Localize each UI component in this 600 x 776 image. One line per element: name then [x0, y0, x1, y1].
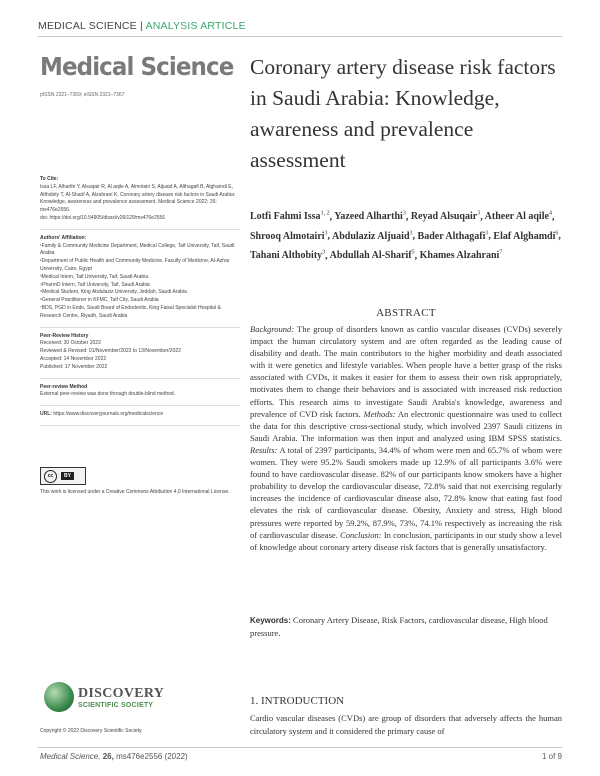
sidebar-divider: [40, 378, 240, 379]
author-list: Lotfi Fahmi Issa$^{1, 2}$, Yazeed Alharthi$^3$, Reyad Alsuqair$^3$, Atheer Al aqile$^4$, Shrooq Almotairi$^3$, Abdulaziz Aljuaid$^3$, Bader Althagafi$^3$, Elaf Alghamdi$^6$, Tahani Althobity$^3$, Abdullah Al-Sharif$^5$, Khames Alzahrani$^7$: [250, 211, 561, 261]
author: Khames Alzahrani$^7$: [419, 249, 503, 261]
author: Lotfi Fahmi Issa$^{1, 2}$: [250, 211, 330, 223]
discovery-name: DISCOVERY: [78, 685, 165, 701]
affiliation: ⁶General Practitioner in KFMC, Taif City, Saudi Arabia: [40, 297, 159, 304]
author: Atheer Al aqile$^4$: [484, 211, 552, 223]
author: Elaf Alghamdi$^6$: [493, 230, 559, 242]
affiliation: ¹Family & Community Medicine Department, Medical College, Taif University, Taif, Saudi Arabia: [40, 242, 235, 257]
cite-text: Issa LF, Alharthi Y, Alsuqair R, Al aqile A, Almotairi S, Aljuaid A, Althagafi B, Alghamdi E, Althobity T, Al-Sharif A, Alzahrani K. Coronary artery disease risk factors in Saudi Arabia: Knowledge, awareness and prevalence assessment. Medical Science 2022; 26: ms476e2556.: [40, 183, 236, 214]
methods-label: Methods:: [363, 408, 396, 419]
issn: pISSN 2321–7359; eISSN 2321–7367: [40, 92, 125, 98]
affiliation: ²Department of Public Health and Community Medicine, Faculty of Medicine, Al-Azhar University, Cairo, Egypt: [40, 258, 230, 272]
author: Yazeed Alharthi$^3$: [334, 211, 406, 223]
keywords: [250, 614, 562, 639]
introduction-heading: 1. INTRODUCTION: [250, 695, 345, 707]
affiliation: ⁷BDS, PGD in Endo, Saudi Board of Endodontic, King Faisal Specialist Hospital & Research Centre, Riyadh, Saudi Arabia: [40, 304, 221, 319]
url-line: [40, 411, 240, 419]
affiliation: ⁵Medical Student, King Abdulaziz University, Jeddah, Saudi Arabia: [40, 289, 187, 296]
footer-rule: [38, 747, 562, 748]
keywords-label: Keywords:: [250, 616, 291, 625]
background-text: The group of disorders known as cardio vascular diseases (CVDs) severely impact the human circulatory system and are often regarded as the leading cause of disability and death. The main contributors to the higher morbidity and death associated with it were genetics and lifestyle variables. When people have a better grasp of the risks associated with CVDs, it makes it easier for them to assess their own risk appropriately, motivates them to change their behaviors and is associated with increased risk reduction efforts. This research aims to investigate Saudi Arabia's knowledge, awareness and prevalence of CVD risk factors.: [250, 324, 562, 419]
footer-citation: [40, 752, 188, 761]
author: Tahani Althobity$^3$: [250, 249, 326, 261]
globe-icon: [44, 682, 74, 712]
header-rule: [38, 36, 562, 37]
discovery-logo: [44, 682, 164, 712]
header-journal: MEDICAL SCIENCE: [38, 20, 137, 32]
author: Abdullah Al-Sharif$^5$: [329, 249, 415, 261]
cc-icon: cc: [44, 470, 57, 483]
history-item: Reviewed & Revised: 01/November/2022 to 13/November/2022: [40, 348, 181, 355]
keywords-text: Coronary Artery Disease, Risk Factors, cardiovascular disease, High blood pressure.: [250, 615, 548, 638]
abstract-text: [250, 323, 562, 553]
cite-title: To Cite:: [40, 176, 59, 182]
header-article-type: ANALYSIS ARTICLE: [145, 20, 246, 32]
history-title: Peer-Review History: [40, 332, 89, 339]
history-item: Published: 17 November 2022: [40, 363, 108, 370]
results-label: Results:: [250, 444, 278, 455]
affiliation: ⁴PharmD Intern, Taif University, Taif, Saudi Arabia: [40, 281, 150, 288]
history-item: Received: 30 October 2022: [40, 340, 101, 347]
footer-volume: 26,: [102, 752, 114, 761]
cc-license-icon[interactable]: [40, 467, 86, 485]
article-title: Coronary artery disease risk factors in Saudi Arabia: Knowledge, awareness and prevalence assessment: [250, 55, 556, 172]
discovery-sub: SCIENTIFIC SOCIETY: [78, 701, 154, 709]
conclusion-label: Conclusion:: [340, 529, 382, 540]
method-title: Peer-review Method: [40, 383, 88, 390]
footer-article: ms476e2556 (2022): [116, 752, 188, 761]
sidebar-divider: [40, 405, 240, 406]
author: Shrooq Almotairi$^3$: [250, 230, 328, 242]
page-number: 1 of 9: [541, 752, 562, 761]
author: Reyad Alsuqair$^3$: [410, 211, 481, 223]
results-text: A total of 2397 participants, 34.4% of whom were men and 65.7% of whom were women. They were 95.2% Saudi smokers made up 12.9% of all participants 3.6% were found to have cardiovascular disease. 82% of our participants know smokers have a higher probability to develop the cardiovascular disease, 72.8% said that not exercising regularly increases the incidence of cardiovascular disease also, 72.8% know that eating fast food elevates the risk of cardiovascular disease. Obesity, Anxiety and stress, High blood pressures were reported by 59.2%, 87.9%, 73%, 74.1% respectively as increasing the risk of cardiovascular disease.: [250, 444, 562, 540]
author: Abdulaziz Aljuaid$^3$: [332, 230, 413, 242]
background-label: Background:: [250, 324, 295, 334]
copyright: Copyright © 2022 Discovery Scientific Society.: [40, 728, 143, 734]
author: Bader Althagafi$^3$: [417, 230, 489, 242]
method-text: External peer-review was done through double-blind method.: [40, 391, 176, 398]
url-label: URL:: [40, 411, 52, 418]
sidebar-divider: [40, 425, 240, 426]
sidebar-divider: [40, 229, 240, 230]
header-separator: |: [140, 20, 143, 32]
journal-logo: Medical Science: [40, 52, 234, 81]
by-icon: BY: [61, 472, 74, 480]
methods-text: An electronic questionnaire was used to collect the data for this descriptive cross-sectional study, which involved 2397 Saudi citizens in Saudi Arabia. The information was then input and analyzed using IBM SPSS statistics.: [250, 408, 563, 443]
license-text: This work is licensed under a Creative Commons Attribution 4.0 International License.: [40, 489, 230, 495]
doi-link[interactable]: doi: https://doi.org/10.54905/disssi/v26i129/ms476e2556: [40, 214, 166, 221]
sidebar-divider: [40, 327, 240, 328]
abstract-heading: ABSTRACT: [376, 307, 436, 319]
conclusion-text: In conclusion, participants in our study show a level of knowledge about coronary artery disease risk factors that is generally unsatisfactory.: [250, 529, 563, 552]
history-item: Accepted: 14 November 2022: [40, 355, 107, 362]
url-link[interactable]: https://www.discoveryjournals.org/medicalscience: [53, 411, 164, 418]
affiliation-title: Authors' Affiliation:: [40, 234, 87, 241]
affiliation: ³Medical Intern, Taif University, Taif, Saudi Arabia: [40, 273, 149, 280]
introduction-text: Cardio vascular diseases (CVDs) are group of disorders that adversely affects the human circulatory system and it considered the primary cause of: [250, 713, 562, 736]
article-sidebar: [40, 176, 240, 431]
running-header: [38, 20, 246, 32]
footer-journal: Medical Science,: [40, 752, 101, 761]
